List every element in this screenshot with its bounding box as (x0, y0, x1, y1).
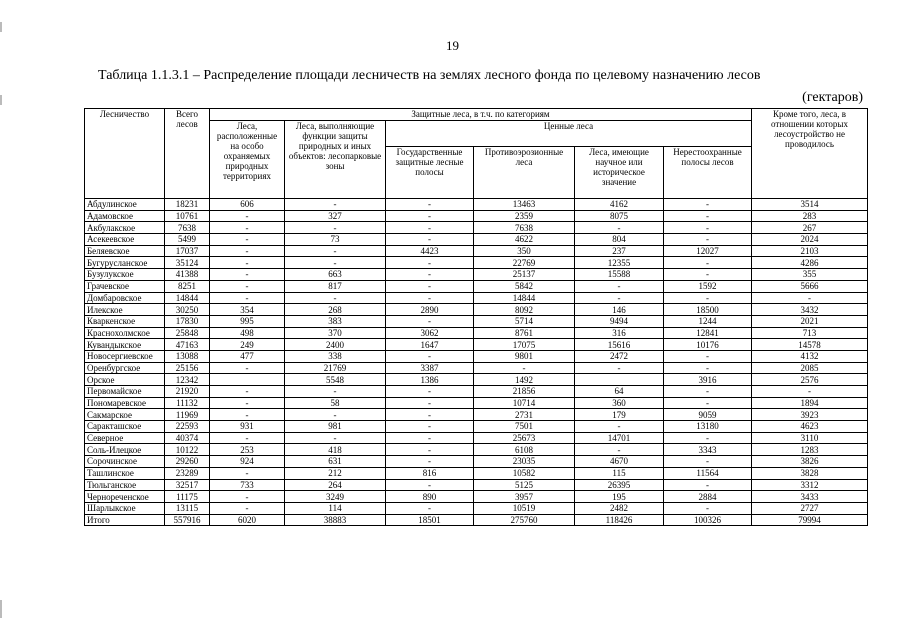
table-row (85, 245, 868, 257)
value-cell: 17037 (165, 245, 210, 257)
value-cell: - (285, 257, 386, 269)
value-cell: - (664, 222, 752, 234)
value-cell: 10714 (474, 397, 575, 409)
value-cell: 32517 (165, 479, 210, 491)
forestry-name-cell: Пономаревское (85, 397, 165, 409)
value-cell: - (575, 222, 664, 234)
value-cell: - (210, 467, 285, 479)
forestry-name-cell: Кувандыкское (85, 339, 165, 351)
value-cell: - (285, 245, 386, 257)
value-cell: 179 (575, 409, 664, 421)
value-cell: - (386, 432, 474, 444)
forestry-name-cell: Шарлыкское (85, 502, 165, 514)
value-cell: - (386, 350, 474, 362)
value-cell: 11175 (165, 491, 210, 503)
value-cell: - (474, 362, 575, 374)
value-cell (575, 374, 664, 386)
value-cell: 7501 (474, 421, 575, 433)
value-cell: 995 (210, 315, 285, 327)
value-cell: - (575, 421, 664, 433)
value-cell: 13180 (664, 421, 752, 433)
value-cell: 12027 (664, 245, 752, 257)
value-cell: 237 (575, 245, 664, 257)
table-row (85, 362, 868, 374)
value-cell: 2472 (575, 350, 664, 362)
forestry-name-cell: Саракташское (85, 421, 165, 433)
forestry-name-cell: Краснохолмское (85, 327, 165, 339)
value-cell: 195 (575, 491, 664, 503)
value-cell: 2482 (575, 502, 664, 514)
value-cell: 631 (285, 456, 386, 468)
value-cell: 338 (285, 350, 386, 362)
value-cell: 267 (752, 222, 868, 234)
value-cell: 13463 (474, 199, 575, 211)
value-cell: 22593 (165, 421, 210, 433)
value-cell: 557916 (165, 514, 210, 526)
value-cell: 1592 (664, 280, 752, 292)
value-cell: 38883 (285, 514, 386, 526)
value-cell: 498 (210, 327, 285, 339)
value-cell: 15588 (575, 269, 664, 281)
value-cell: - (210, 409, 285, 421)
value-cell: 10519 (474, 502, 575, 514)
value-cell: - (575, 280, 664, 292)
value-cell: - (386, 444, 474, 456)
value-cell: 350 (474, 245, 575, 257)
header-protection-functions: Леса, выполняющие функции защиты природных и иных объектов: лесопарковые зоны (285, 121, 386, 199)
table-row (85, 467, 868, 479)
value-cell: 10176 (664, 339, 752, 351)
table-row (85, 199, 868, 211)
table-row (85, 386, 868, 398)
value-cell: 25156 (165, 362, 210, 374)
value-cell: - (386, 257, 474, 269)
table-row (85, 491, 868, 503)
value-cell: 890 (386, 491, 474, 503)
value-cell: - (386, 479, 474, 491)
value-cell: 924 (210, 456, 285, 468)
forestry-name-cell: Бугурусланское (85, 257, 165, 269)
value-cell: 931 (210, 421, 285, 433)
header-state-belts: Государственные защитные лесные полосы (386, 147, 474, 199)
value-cell: 73 (285, 234, 386, 246)
table-row (85, 397, 868, 409)
header-protected-areas: Леса, расположенные на особо охраняемых природных территориях (210, 121, 285, 199)
value-cell: - (575, 362, 664, 374)
value-cell: - (386, 292, 474, 304)
value-cell: - (752, 292, 868, 304)
value-cell: 360 (575, 397, 664, 409)
value-cell: 1894 (752, 397, 868, 409)
table-row (85, 432, 868, 444)
value-cell: 11969 (165, 409, 210, 421)
value-cell: 3433 (752, 491, 868, 503)
header-valuable: Ценные леса (386, 121, 752, 147)
value-cell: 146 (575, 304, 664, 316)
table-row (85, 304, 868, 316)
value-cell: 9494 (575, 315, 664, 327)
value-cell: 9059 (664, 409, 752, 421)
value-cell: 283 (752, 210, 868, 222)
value-cell: 3062 (386, 327, 474, 339)
header-protective: Защитные леса, в т.ч. по категориям (210, 109, 752, 121)
value-cell: 3110 (752, 432, 868, 444)
header-total: Всего лесов (165, 109, 210, 199)
value-cell: 13115 (165, 502, 210, 514)
value-cell: 29260 (165, 456, 210, 468)
value-cell: - (664, 292, 752, 304)
value-cell: - (210, 210, 285, 222)
value-cell: 35124 (165, 257, 210, 269)
table-row (85, 456, 868, 468)
value-cell: - (752, 386, 868, 398)
scan-margin-mark (0, 95, 2, 105)
value-cell: 11132 (165, 397, 210, 409)
table-row (85, 421, 868, 433)
table-row (85, 514, 868, 526)
forestry-name-cell: Илекское (85, 304, 165, 316)
value-cell: 14844 (165, 292, 210, 304)
value-cell: 23289 (165, 467, 210, 479)
value-cell: 212 (285, 467, 386, 479)
value-cell: 10122 (165, 444, 210, 456)
value-cell: 2024 (752, 234, 868, 246)
value-cell: - (210, 222, 285, 234)
value-cell: 8761 (474, 327, 575, 339)
value-cell: - (664, 397, 752, 409)
value-cell: 26395 (575, 479, 664, 491)
value-cell: 14701 (575, 432, 664, 444)
value-cell: - (664, 432, 752, 444)
value-cell: - (210, 432, 285, 444)
forestry-name-cell: Первомайское (85, 386, 165, 398)
forestry-name-cell: Домбаровское (85, 292, 165, 304)
table-units: (гектаров) (802, 90, 863, 105)
value-cell: 2359 (474, 210, 575, 222)
value-cell: 2884 (664, 491, 752, 503)
value-cell: 816 (386, 467, 474, 479)
value-cell: - (664, 502, 752, 514)
value-cell: 3343 (664, 444, 752, 456)
value-cell (210, 374, 285, 386)
value-cell: - (285, 199, 386, 211)
value-cell: 8251 (165, 280, 210, 292)
value-cell: 5842 (474, 280, 575, 292)
value-cell: 23035 (474, 456, 575, 468)
value-cell: 1492 (474, 374, 575, 386)
value-cell: 2085 (752, 362, 868, 374)
value-cell: 22769 (474, 257, 575, 269)
value-cell: - (285, 292, 386, 304)
value-cell: 268 (285, 304, 386, 316)
value-cell: 17075 (474, 339, 575, 351)
forestry-area-table (84, 108, 868, 526)
header-anti-erosion: Противоэрозионные леса (474, 147, 575, 199)
value-cell: - (386, 386, 474, 398)
value-cell: 275760 (474, 514, 575, 526)
table-row (85, 234, 868, 246)
value-cell: 30250 (165, 304, 210, 316)
table-row (85, 444, 868, 456)
value-cell: - (664, 257, 752, 269)
value-cell: - (664, 210, 752, 222)
forestry-name-cell: Орское (85, 374, 165, 386)
value-cell: - (386, 234, 474, 246)
table-row (85, 374, 868, 386)
value-cell: - (575, 292, 664, 304)
value-cell: 21920 (165, 386, 210, 398)
value-cell: 981 (285, 421, 386, 433)
value-cell: 64 (575, 386, 664, 398)
value-cell: 3826 (752, 456, 868, 468)
value-cell: - (210, 397, 285, 409)
value-cell: 41388 (165, 269, 210, 281)
forestry-name-cell: Оренбургское (85, 362, 165, 374)
table-row (85, 409, 868, 421)
value-cell: - (285, 432, 386, 444)
table-row (85, 502, 868, 514)
value-cell: - (386, 409, 474, 421)
value-cell: 2576 (752, 374, 868, 386)
value-cell: - (386, 502, 474, 514)
value-cell: 4286 (752, 257, 868, 269)
value-cell: 316 (575, 327, 664, 339)
table-row (85, 280, 868, 292)
forestry-name-cell: Соль-Илецкое (85, 444, 165, 456)
value-cell: 713 (752, 327, 868, 339)
value-cell: 11564 (664, 467, 752, 479)
forestry-name-cell: Ташлинское (85, 467, 165, 479)
value-cell: 9801 (474, 350, 575, 362)
value-cell: 2727 (752, 502, 868, 514)
value-cell: 7638 (474, 222, 575, 234)
table-caption: Таблица 1.1.3.1 – Распределение площади лесничеств на землях лесного фонда по целевому назначению лесов (98, 68, 761, 83)
value-cell: 3312 (752, 479, 868, 491)
value-cell: 3916 (664, 374, 752, 386)
value-cell: 253 (210, 444, 285, 456)
forestry-name-cell: Кваркенское (85, 315, 165, 327)
value-cell: - (664, 234, 752, 246)
value-cell: - (210, 245, 285, 257)
value-cell: - (210, 386, 285, 398)
table-row (85, 315, 868, 327)
value-cell: 79994 (752, 514, 868, 526)
header-forestry: Лесничество (85, 109, 165, 199)
value-cell: - (210, 491, 285, 503)
value-cell: 17830 (165, 315, 210, 327)
value-cell: 12841 (664, 327, 752, 339)
value-cell: 114 (285, 502, 386, 514)
value-cell: 7638 (165, 222, 210, 234)
value-cell: 370 (285, 327, 386, 339)
value-cell: 4670 (575, 456, 664, 468)
value-cell: - (386, 210, 474, 222)
value-cell: 606 (210, 199, 285, 211)
value-cell: 115 (575, 467, 664, 479)
value-cell: 18231 (165, 199, 210, 211)
value-cell: 21856 (474, 386, 575, 398)
value-cell: 58 (285, 397, 386, 409)
value-cell: 2021 (752, 315, 868, 327)
table-row (85, 292, 868, 304)
table-row (85, 339, 868, 351)
value-cell: 8092 (474, 304, 575, 316)
forestry-name-cell: Северное (85, 432, 165, 444)
value-cell: - (386, 280, 474, 292)
value-cell: 1283 (752, 444, 868, 456)
value-cell: - (386, 397, 474, 409)
value-cell: 40374 (165, 432, 210, 444)
forestry-name-cell: Грачевское (85, 280, 165, 292)
value-cell: 2400 (285, 339, 386, 351)
value-cell: 3514 (752, 199, 868, 211)
value-cell: - (210, 257, 285, 269)
value-cell: 327 (285, 210, 386, 222)
value-cell: - (285, 386, 386, 398)
value-cell: - (386, 456, 474, 468)
value-cell: 12355 (575, 257, 664, 269)
value-cell: - (210, 234, 285, 246)
value-cell: 4162 (575, 199, 664, 211)
value-cell: - (664, 350, 752, 362)
value-cell: - (664, 362, 752, 374)
value-cell: 2103 (752, 245, 868, 257)
value-cell: 4423 (386, 245, 474, 257)
value-cell: 804 (575, 234, 664, 246)
value-cell: 477 (210, 350, 285, 362)
value-cell: 1244 (664, 315, 752, 327)
value-cell: 18500 (664, 304, 752, 316)
forestry-name-cell: Новосергиевское (85, 350, 165, 362)
table-row (85, 350, 868, 362)
value-cell: - (386, 421, 474, 433)
scan-margin-mark (0, 22, 2, 32)
value-cell: 15616 (575, 339, 664, 351)
value-cell: 5714 (474, 315, 575, 327)
value-cell: 3957 (474, 491, 575, 503)
value-cell: 3249 (285, 491, 386, 503)
value-cell: 100326 (664, 514, 752, 526)
forestry-name-cell: Акбулакское (85, 222, 165, 234)
header-spawning: Нерестоохранные полосы лесов (664, 147, 752, 199)
value-cell: 6108 (474, 444, 575, 456)
value-cell: - (210, 362, 285, 374)
value-cell: 354 (210, 304, 285, 316)
table-row (85, 257, 868, 269)
header-scientific: Леса, имеющие научное или историческое значение (575, 147, 664, 199)
value-cell: 817 (285, 280, 386, 292)
table-row (85, 269, 868, 281)
value-cell: 5666 (752, 280, 868, 292)
value-cell: - (664, 269, 752, 281)
value-cell: 2731 (474, 409, 575, 421)
forestry-name-cell: Итого (85, 514, 165, 526)
value-cell: 10761 (165, 210, 210, 222)
value-cell: 3432 (752, 304, 868, 316)
value-cell: 5125 (474, 479, 575, 491)
table-row (85, 327, 868, 339)
value-cell: 4623 (752, 421, 868, 433)
value-cell: 383 (285, 315, 386, 327)
forestry-name-cell: Абдулинское (85, 199, 165, 211)
forestry-name-cell: Сорочинское (85, 456, 165, 468)
forestry-name-cell: Асекеевское (85, 234, 165, 246)
value-cell: 25673 (474, 432, 575, 444)
value-cell: 355 (752, 269, 868, 281)
scan-margin-mark (0, 600, 2, 618)
value-cell: 4622 (474, 234, 575, 246)
value-cell: 21769 (285, 362, 386, 374)
value-cell: 3387 (386, 362, 474, 374)
value-cell: - (210, 292, 285, 304)
value-cell: 5548 (285, 374, 386, 386)
value-cell: - (386, 269, 474, 281)
value-cell: - (386, 315, 474, 327)
value-cell: 4132 (752, 350, 868, 362)
value-cell: 1647 (386, 339, 474, 351)
value-cell: - (664, 199, 752, 211)
table-row (85, 222, 868, 234)
value-cell: 118426 (575, 514, 664, 526)
value-cell: 733 (210, 479, 285, 491)
value-cell: 5499 (165, 234, 210, 246)
value-cell: - (664, 479, 752, 491)
value-cell: 6020 (210, 514, 285, 526)
value-cell: - (210, 269, 285, 281)
value-cell: 8075 (575, 210, 664, 222)
value-cell: 3923 (752, 409, 868, 421)
value-cell: 249 (210, 339, 285, 351)
value-cell: - (575, 444, 664, 456)
forestry-name-cell: Беляевское (85, 245, 165, 257)
forestry-name-cell: Бузулукское (85, 269, 165, 281)
value-cell: - (664, 456, 752, 468)
value-cell: - (386, 199, 474, 211)
value-cell: - (285, 222, 386, 234)
value-cell: - (285, 409, 386, 421)
value-cell: 1386 (386, 374, 474, 386)
value-cell: 10582 (474, 467, 575, 479)
page-number: 19 (446, 38, 459, 53)
table-row (85, 479, 868, 491)
forestry-name-cell: Чернореченское (85, 491, 165, 503)
table-row (85, 210, 868, 222)
value-cell: 418 (285, 444, 386, 456)
value-cell: 12342 (165, 374, 210, 386)
value-cell: 47163 (165, 339, 210, 351)
value-cell: - (210, 280, 285, 292)
value-cell: 25137 (474, 269, 575, 281)
value-cell: 3828 (752, 467, 868, 479)
forestry-name-cell: Адамовское (85, 210, 165, 222)
value-cell: - (664, 386, 752, 398)
value-cell: 2890 (386, 304, 474, 316)
value-cell: 18501 (386, 514, 474, 526)
value-cell: 14578 (752, 339, 868, 351)
value-cell: - (210, 502, 285, 514)
value-cell: 663 (285, 269, 386, 281)
forestry-name-cell: Сакмарское (85, 409, 165, 421)
value-cell: 14844 (474, 292, 575, 304)
value-cell: 13088 (165, 350, 210, 362)
forestry-name-cell: Тюльганское (85, 479, 165, 491)
header-no-inventory: Кроме того, леса, в отношении которых лесоустройство не проводилось (752, 109, 868, 199)
value-cell: - (386, 222, 474, 234)
value-cell: 25848 (165, 327, 210, 339)
value-cell: 264 (285, 479, 386, 491)
